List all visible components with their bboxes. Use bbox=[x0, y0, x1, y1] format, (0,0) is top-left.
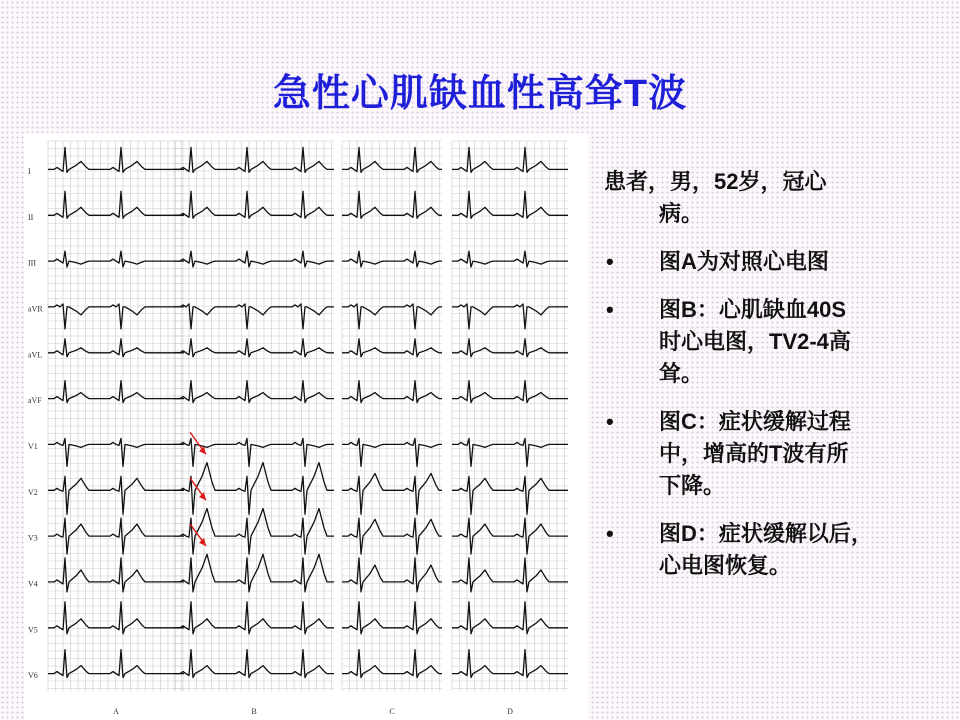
ecg-trace bbox=[48, 339, 184, 357]
bullet-line: 时心电图，TV2-4高 bbox=[659, 329, 851, 354]
ecg-trace bbox=[452, 558, 568, 592]
panel-label: B bbox=[251, 707, 257, 716]
ecg-trace bbox=[48, 147, 184, 172]
ecg-trace bbox=[48, 438, 184, 466]
bullet-dot-icon: • bbox=[606, 249, 614, 274]
ecg-trace bbox=[174, 191, 334, 218]
lead-label: V2 bbox=[28, 487, 38, 497]
panel-label: D bbox=[507, 707, 513, 716]
ecg-trace bbox=[452, 339, 568, 357]
bullet-dot-icon: • bbox=[606, 409, 614, 434]
ecg-trace bbox=[48, 304, 184, 329]
bullet-line: 心电图恢复。 bbox=[659, 553, 792, 578]
ecg-trace bbox=[452, 381, 568, 403]
ecg-trace bbox=[174, 339, 334, 357]
bullet-line: 图B：心肌缺血40S bbox=[659, 297, 847, 322]
bullet-line: 下降。 bbox=[659, 473, 726, 498]
bullet-line: 图A为对照心电图 bbox=[659, 249, 829, 274]
lead-label: V5 bbox=[28, 625, 38, 635]
ecg-strips bbox=[24, 133, 588, 720]
lead-label: I bbox=[28, 167, 31, 176]
ecg-trace bbox=[48, 650, 184, 678]
ecg-trace bbox=[452, 191, 568, 218]
bullet-line: 中，增高的T波有所 bbox=[659, 441, 849, 466]
lead-label: V4 bbox=[28, 579, 38, 589]
slide-title: 急性心肌缺血性高耸T波 bbox=[272, 73, 688, 115]
lead-label: III bbox=[28, 258, 36, 268]
ecg-trace bbox=[452, 602, 568, 634]
ecg-trace bbox=[174, 381, 334, 403]
bullet-dot-icon: • bbox=[606, 297, 614, 322]
arrowhead-icon bbox=[199, 538, 206, 546]
bullet-item-a bbox=[604, 246, 934, 278]
lead-label: II bbox=[28, 212, 34, 222]
lead-label: aVL bbox=[28, 350, 43, 360]
ecg-trace bbox=[48, 191, 184, 218]
lead-label: V1 bbox=[28, 442, 38, 451]
notes-panel bbox=[604, 166, 934, 598]
ecg-trace bbox=[452, 147, 568, 172]
ecg-trace bbox=[48, 602, 184, 634]
bullet-item-c bbox=[604, 406, 934, 502]
bullet-item-b bbox=[604, 294, 934, 390]
ecg-grid bbox=[174, 141, 334, 691]
ecg-trace bbox=[452, 438, 568, 466]
patient-intro bbox=[604, 166, 934, 230]
intro-line: 患者，男，52岁，冠心 bbox=[604, 169, 827, 194]
lead-label: aVR bbox=[28, 304, 43, 314]
intro-line: 病。 bbox=[659, 201, 704, 226]
bullet-line: 耸。 bbox=[659, 361, 704, 386]
ecg-trace bbox=[174, 147, 334, 172]
lead-label: aVF bbox=[28, 396, 42, 406]
ecg-trace bbox=[48, 381, 184, 403]
panel-label: C bbox=[389, 707, 395, 716]
bullet-line: 图C：症状缓解过程 bbox=[659, 409, 851, 434]
ecg-grid bbox=[48, 141, 184, 691]
ecg-grid bbox=[342, 141, 442, 691]
ecg-figure bbox=[24, 133, 588, 720]
ecg-trace bbox=[174, 554, 334, 592]
ecg-trace bbox=[452, 304, 568, 329]
ecg-trace bbox=[48, 558, 184, 592]
bullet-item-d bbox=[604, 518, 934, 582]
lead-label: V3 bbox=[28, 533, 38, 543]
lead-label: V6 bbox=[28, 671, 38, 681]
panel-label: A bbox=[113, 707, 119, 716]
bullet-line: 图D：症状缓解以后， bbox=[659, 521, 873, 546]
bullet-dot-icon: • bbox=[606, 521, 614, 546]
ecg-trace bbox=[174, 304, 334, 329]
ecg-trace bbox=[174, 602, 334, 634]
ecg-trace bbox=[174, 509, 334, 555]
